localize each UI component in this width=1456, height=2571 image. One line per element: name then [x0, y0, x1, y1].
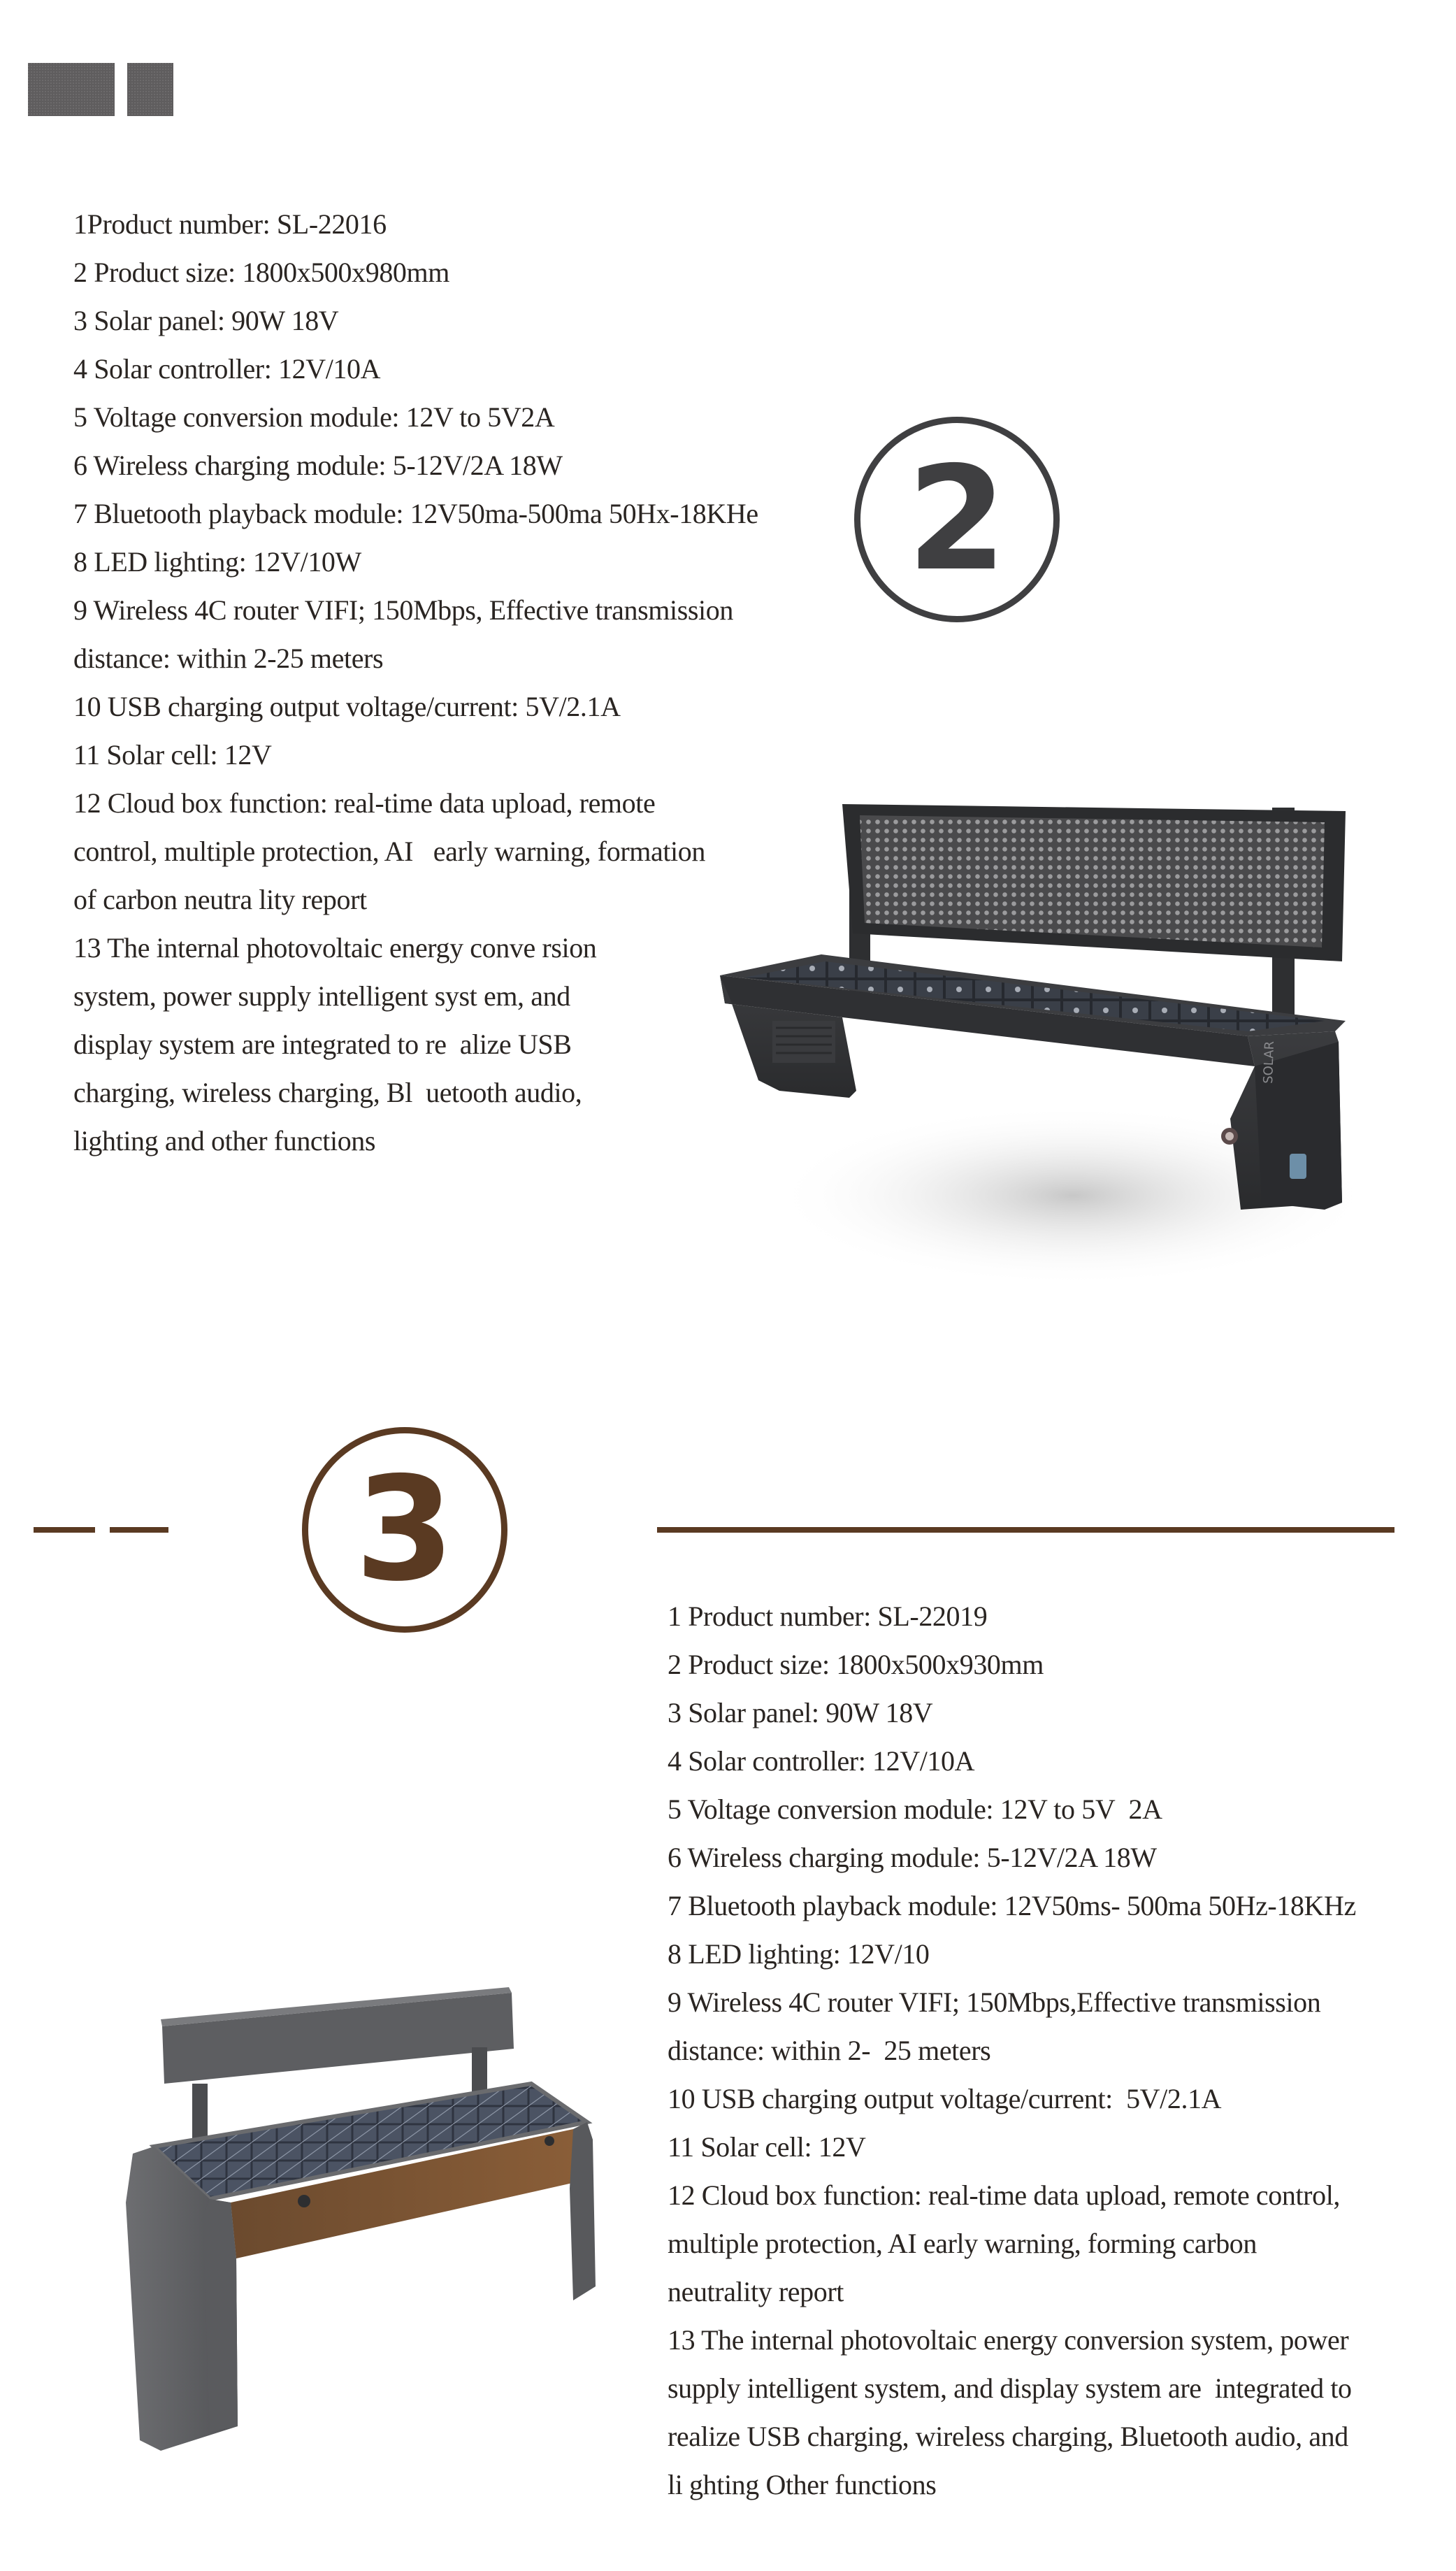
- spec-line: 11 Solar cell: 12V: [73, 739, 272, 771]
- spec-line: 11 Solar cell: 12V: [668, 2131, 866, 2163]
- spec-line: 3 Solar panel: 90W 18V: [73, 305, 339, 336]
- spec-line: 6 Wireless charging module: 5-12V/2A 18W: [73, 450, 563, 481]
- spec-line: 9 Wireless 4C router VIFI; 150Mbps, Effective transmission: [73, 594, 733, 626]
- spec-line: realize USB charging, wireless charging, Bluetooth audio, and: [668, 2421, 1348, 2452]
- spec-line: 5 Voltage conversion module: 12V to 5V 2A: [668, 1793, 1162, 1825]
- spec-line: control, multiple protection, AI early warning, formation: [73, 836, 705, 867]
- section-divider-right: [657, 1527, 1394, 1533]
- spec-line: lighting and other functions: [73, 1125, 376, 1156]
- solar-bench-sl22019-image: [126, 1979, 601, 2468]
- spec-line: 4 Solar controller: 12V/10A: [668, 1745, 975, 1777]
- spec-line: distance: within 2-25 meters: [73, 643, 384, 674]
- spec-line: multiple protection, AI early warning, forming carbon: [668, 2228, 1257, 2259]
- section-number: 2: [907, 436, 1007, 603]
- solar-bench-sl22016-image: [709, 790, 1374, 1308]
- spec-line: 8 LED lighting: 12V/10: [668, 1938, 930, 1970]
- spec-line: 1 Product number: SL-22019: [668, 1600, 988, 1632]
- spec-line: 3 Solar panel: 90W 18V: [668, 1697, 933, 1728]
- spec-line: 13 The internal photovoltaic energy conversion system, power: [668, 2324, 1349, 2356]
- section-badge-3: [302, 1427, 507, 1633]
- product-specs-sl22019: [668, 1592, 1356, 2509]
- spec-line: supply intelligent system, and display system are integrated to: [668, 2372, 1352, 2404]
- spec-line: 10 USB charging output voltage/current: 5V/2.1A: [73, 691, 621, 722]
- spec-line: neutrality report: [668, 2276, 844, 2307]
- spec-line: charging, wireless charging, Bl uetooth audio,: [73, 1077, 582, 1108]
- spec-line: display system are integrated to re alize USB: [73, 1029, 572, 1060]
- section-divider-left-short: [110, 1527, 168, 1533]
- spec-line: 2 Product size: 1800x500x930mm: [668, 1649, 1044, 1680]
- logo-blocks-icon: [28, 63, 175, 117]
- spec-line: 4 Solar controller: 12V/10A: [73, 353, 381, 385]
- section-badge-2: [854, 417, 1060, 622]
- spec-line: 9 Wireless 4C router VIFI; 150Mbps,Effective transmission: [668, 1986, 1321, 2018]
- spec-line: 2 Product size: 1800x500x980mm: [73, 257, 449, 288]
- section-number: 3: [354, 1447, 455, 1613]
- svg-text:SOLAR: SOLAR: [1261, 1040, 1278, 1084]
- section-divider-left-short: [34, 1527, 95, 1533]
- spec-line: 5 Voltage conversion module: 12V to 5V2A: [73, 401, 555, 433]
- spec-line: 7 Bluetooth playback module: 12V50ms- 500ma 50Hz-18KHz: [668, 1890, 1356, 1921]
- spec-line: 1Product number: SL-22016: [73, 208, 387, 240]
- spec-line: 13 The internal photovoltaic energy conve rsion: [73, 932, 597, 964]
- spec-line: of carbon neutra lity report: [73, 884, 367, 915]
- spec-line: distance: within 2- 25 meters: [668, 2035, 991, 2066]
- spec-line: 6 Wireless charging module: 5-12V/2A 18W: [668, 1842, 1157, 1873]
- product-specs-sl22016: [73, 200, 758, 1165]
- spec-line: 7 Bluetooth playback module: 12V50ma-500ma 50Hx-18KHe: [73, 498, 758, 529]
- spec-line: 8 LED lighting: 12V/10W: [73, 546, 361, 578]
- spec-line: 10 USB charging output voltage/current: 5V/2.1A: [668, 2083, 1222, 2114]
- spec-line: 12 Cloud box function: real-time data upload, remote: [73, 787, 656, 819]
- spec-line: 12 Cloud box function: real-time data upload, remote control,: [668, 2179, 1341, 2211]
- spec-line: system, power supply intelligent syst em, and: [73, 980, 570, 1012]
- spec-line: li ghting Other functions: [668, 2469, 937, 2500]
